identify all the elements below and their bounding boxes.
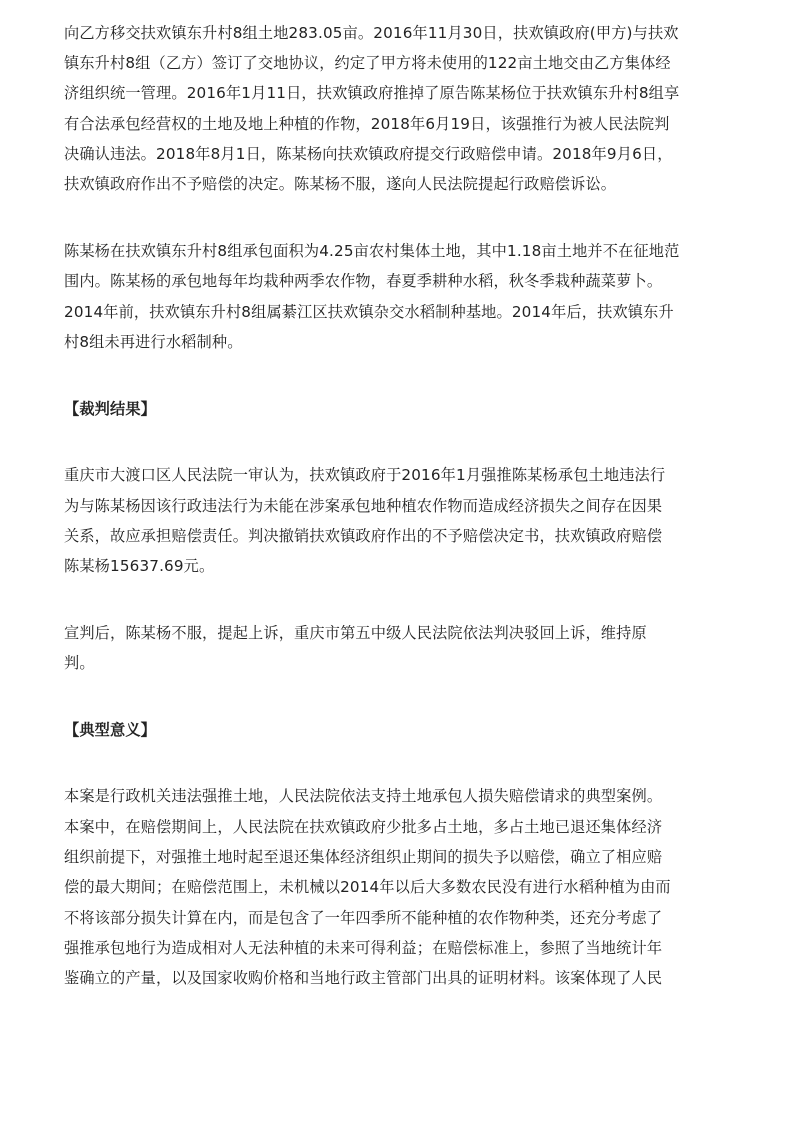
paragraph-line: 济组织统一管理。2016年1月11日，扶欢镇政府推掉了原告陈某杨位于扶欢镇东升村8组享 (64, 84, 680, 102)
paragraph-line: 组织前提下，对强推土地时起至退还集体经济组织止期间的损失予以赔偿，确立了相应赔 (64, 848, 663, 866)
paragraph-line: 2014年前，扶欢镇东升村8组属綦江区扶欢镇杂交水稻制种基地。2014年后，扶欢镇东升 (64, 303, 674, 321)
paragraph-line: 宣判后，陈某杨不服，提起上诉，重庆市第五中级人民法院依法判决驳回上诉，维持原 (64, 624, 647, 642)
paragraph-line: 围内。陈某杨的承包地每年均栽种两季农作物，春夏季耕种水稻，秋冬季栽种蔬菜萝卜。 (64, 272, 663, 290)
paragraph-line: 鉴确立的产量，以及国家收购价格和当地行政主管部门出具的证明材料。该案体现了人民 (64, 969, 663, 987)
paragraph-line: 强推承包地行为造成相对人无法种植的未来可得利益；在赔偿标准上，参照了当地统计年 (64, 939, 663, 957)
paragraph-line: 偿的最大期间；在赔偿范围上，未机械以2014年以后大多数农民没有进行水稻种植为由而 (64, 878, 671, 896)
paragraph-line: 向乙方移交扶欢镇东升村8组土地283.05亩。2016年11月30日，扶欢镇政府(甲方)与扶欢 (64, 24, 679, 42)
paragraph-line: 为与陈某杨因该行政违法行为未能在涉案承包地种植农作物而造成经济损失之间存在因果 (64, 497, 663, 515)
paragraph-line: 本案中，在赔偿期间上，人民法院在扶欢镇政府少批多占土地，多占土地已退还集体经济 (64, 818, 663, 836)
paragraph-line: 判。 (64, 654, 95, 672)
section-heading: 【裁判结果】 (64, 400, 157, 418)
paragraph-line: 有合法承包经营权的土地及地上种植的作物，2018年6月19日，该强推行为被人民法院判 (64, 115, 670, 133)
paragraph-line: 决确认违法。2018年8月1日，陈某杨向扶欢镇政府提交行政赔偿申请。2018年9月6日， (64, 145, 673, 163)
paragraph-line: 本案是行政机关违法强推土地，人民法院依法支持土地承包人损失赔偿请求的典型案例。 (64, 787, 663, 805)
paragraph-line: 扶欢镇政府作出不予赔偿的决定。陈某杨不服，遂向人民法院提起行政赔偿诉讼。 (64, 175, 617, 193)
paragraph-line: 关系，故应承担赔偿责任。判决撤销扶欢镇政府作出的不予赔偿决定书，扶欢镇政府赔偿 (64, 527, 663, 545)
paragraph-line: 陈某杨15637.69元。 (64, 557, 215, 575)
section-heading: 【典型意义】 (64, 721, 157, 739)
paragraph-line: 陈某杨在扶欢镇东升村8组承包面积为4.25亩农村集体土地，其中1.18亩土地并不在征地范 (64, 242, 680, 260)
paragraph-line: 不将该部分损失计算在内，而是包含了一年四季所不能种植的农作物种类，还充分考虑了 (64, 909, 663, 927)
paragraph-line: 镇东升村8组（乙方）签订了交地协议，约定了甲方将未使用的122亩土地交由乙方集体经 (64, 54, 671, 72)
paragraph-line: 村8组未再进行水稻制种。 (64, 333, 243, 351)
paragraph-line: 重庆市大渡口区人民法院一审认为，扶欢镇政府于2016年1月强推陈某杨承包土地违法行 (64, 466, 666, 484)
